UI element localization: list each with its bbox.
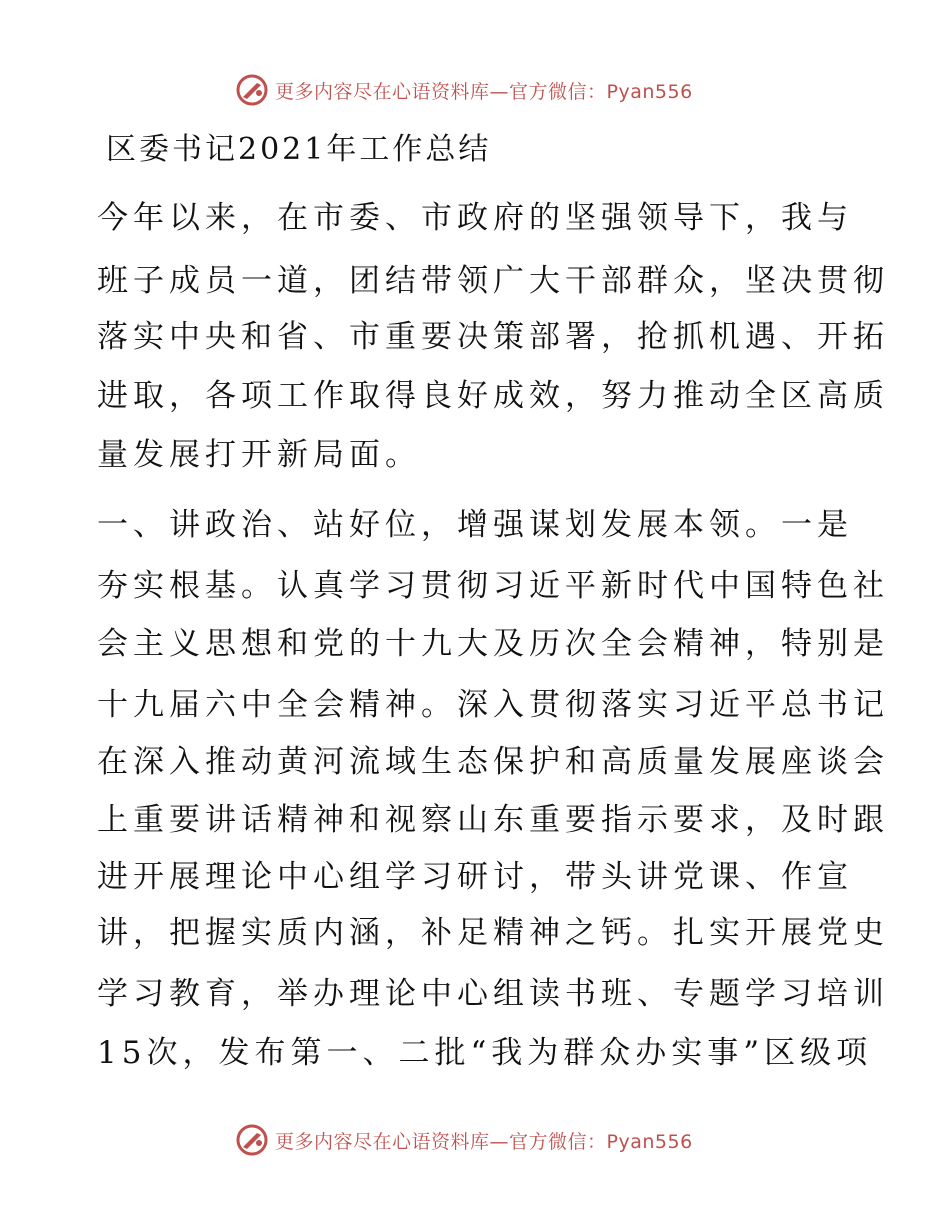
body-line: 进取，各项工作取得良好成效，努力推动全区高质 xyxy=(97,378,889,414)
watermark-footer xyxy=(235,1122,693,1158)
body-line: 夯实根基。认真学习贯彻习近平新时代中国特色社 xyxy=(97,568,889,604)
body-line: 一、讲政治、站好位，增强谋划发展本领。一是 xyxy=(97,507,853,543)
body-line: 在深入推动黄河流域生态保护和高质量发展座谈会 xyxy=(97,744,889,780)
pen-logo-icon xyxy=(235,1123,269,1157)
body-line: 进开展理论中心组学习研讨，带头讲党课、作宣 xyxy=(97,859,853,895)
body-line: 量发展打开新局面。 xyxy=(97,437,421,473)
body-line: 上重要讲话精神和视察山东重要指示要求，及时跟 xyxy=(97,802,889,838)
body-line: 今年以来，在市委、市政府的坚强领导下，我与 xyxy=(97,200,853,236)
body-line: 15次，发布第一、二批“我为群众办实事”区级项 xyxy=(97,1035,873,1071)
body-line: 会主义思想和党的十九大及历次全会精神，特别是 xyxy=(97,626,889,662)
watermark-text: 更多内容尽在心语资料库—官方微信：Pyan556 xyxy=(275,80,693,103)
body-line: 落实中央和省、市重要决策部署，抢抓机遇、开拓 xyxy=(97,319,889,355)
document-title: 区委书记2021年工作总结 xyxy=(106,132,492,167)
body-line: 学习教育，举办理论中心组读书班、专题学习培训 xyxy=(97,976,889,1012)
watermark-text: 更多内容尽在心语资料库—官方微信：Pyan556 xyxy=(275,1130,693,1153)
watermark-header xyxy=(235,72,693,108)
body-line: 讲，把握实质内涵，补足精神之钙。扎实开展党史 xyxy=(97,915,889,951)
body-line: 十九届六中全会精神。深入贯彻落实习近平总书记 xyxy=(97,687,889,723)
pen-logo-icon xyxy=(235,73,269,107)
body-line: 班子成员一道，团结带领广大干部群众，坚决贯彻 xyxy=(97,263,889,299)
